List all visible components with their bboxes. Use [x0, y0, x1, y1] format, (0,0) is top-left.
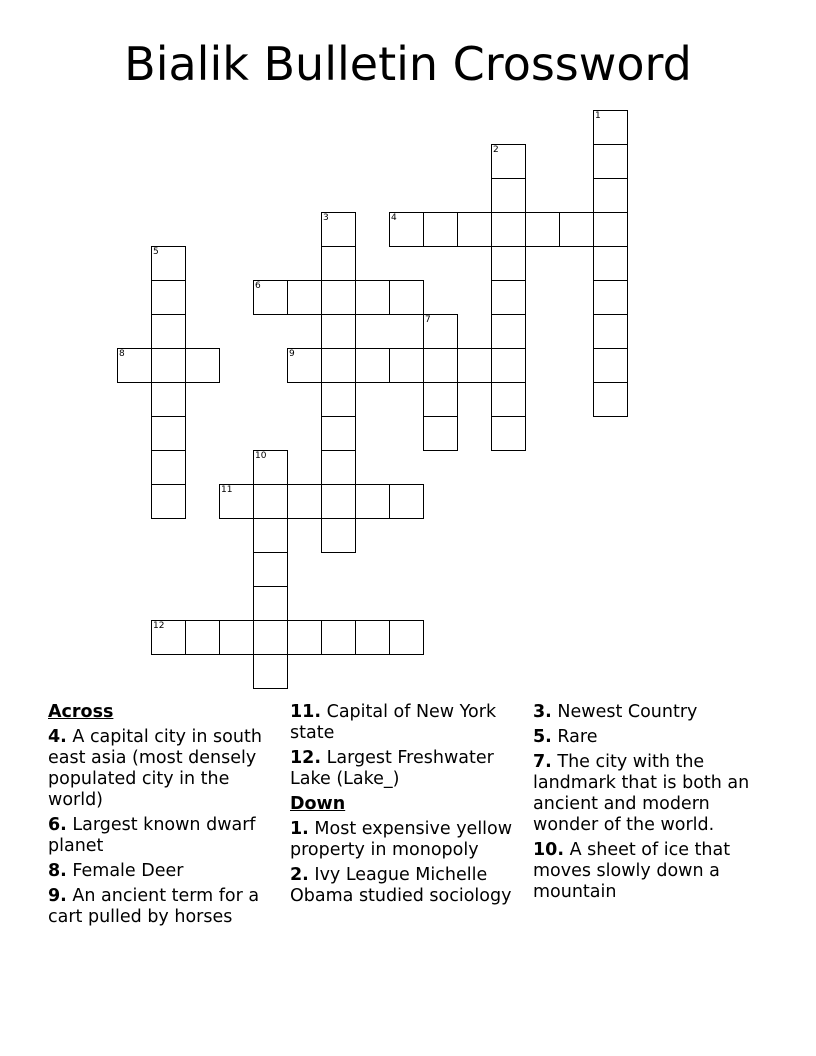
grid-cell[interactable] — [321, 280, 356, 315]
clue-column-2 — [290, 702, 526, 911]
grid-cell[interactable] — [185, 620, 220, 655]
clue-down-1: 1. Most expensive yellow property in monopoly — [290, 819, 513, 860]
grid-cell[interactable] — [253, 484, 288, 519]
grid-cell[interactable] — [593, 178, 628, 213]
grid-cell[interactable] — [253, 654, 288, 689]
clue-across-4: 4. A capital city in south east asia (most densely populated city in the world) — [48, 727, 262, 810]
grid-cell[interactable] — [593, 110, 628, 145]
clue-number: 8 — [119, 349, 125, 359]
grid-cell[interactable] — [321, 246, 356, 281]
clue-across-12: 12. Largest Freshwater Lake (Lake_) — [290, 748, 494, 789]
grid-cell[interactable] — [151, 620, 186, 655]
grid-cell[interactable] — [389, 212, 424, 247]
grid-cell[interactable] — [287, 280, 322, 315]
grid-cell[interactable] — [151, 314, 186, 349]
grid-cell[interactable] — [253, 450, 288, 485]
clue-across-9: 9. An ancient term for a cart pulled by horses — [48, 886, 260, 927]
grid-cell[interactable] — [457, 348, 492, 383]
grid-cell[interactable] — [151, 450, 186, 485]
clue-column-1 — [48, 702, 280, 932]
grid-cell[interactable] — [491, 314, 526, 349]
grid-cell[interactable] — [151, 416, 186, 451]
grid-cell[interactable] — [593, 144, 628, 179]
grid-cell[interactable] — [423, 212, 458, 247]
down-heading: Down — [290, 794, 346, 814]
grid-cell[interactable] — [389, 348, 424, 383]
grid-cell[interactable] — [423, 416, 458, 451]
grid-cell[interactable] — [253, 620, 288, 655]
grid-cell[interactable] — [321, 416, 356, 451]
grid-cell[interactable] — [389, 620, 424, 655]
across-heading: Across — [48, 702, 114, 722]
clue-column-3 — [533, 702, 773, 907]
grid-cell[interactable] — [491, 280, 526, 315]
grid-cell[interactable] — [525, 212, 560, 247]
grid-cell[interactable] — [423, 348, 458, 383]
page-title: Bialik Bulletin Crossword — [124, 37, 692, 91]
grid-cell[interactable] — [423, 382, 458, 417]
grid-cell[interactable] — [253, 518, 288, 553]
clue-down-2: 2. Ivy League Michelle Obama studied sociology — [290, 865, 512, 906]
grid-cell[interactable] — [389, 484, 424, 519]
clue-down-3: 3. Newest Country — [533, 702, 698, 722]
grid-cell[interactable] — [355, 620, 390, 655]
clue-number: 11 — [221, 485, 233, 495]
grid-cell[interactable] — [423, 314, 458, 349]
grid-cell[interactable] — [593, 246, 628, 281]
grid-cell[interactable] — [321, 382, 356, 417]
grid-cell[interactable] — [287, 620, 322, 655]
clue-number: 6 — [255, 281, 261, 291]
grid-cell[interactable] — [321, 620, 356, 655]
grid-cell[interactable] — [321, 450, 356, 485]
clue-down-5: 5. Rare — [533, 727, 598, 747]
grid-cell[interactable] — [321, 348, 356, 383]
clue-number: 7 — [425, 315, 431, 325]
grid-cell[interactable] — [389, 280, 424, 315]
grid-cell[interactable] — [491, 416, 526, 451]
grid-cell[interactable] — [185, 348, 220, 383]
grid-cell[interactable] — [593, 280, 628, 315]
clue-down-7: 7. The city with the landmark that is both an ancient and modern wonder of the world. — [533, 752, 750, 835]
grid-cell[interactable] — [593, 348, 628, 383]
clue-number: 3 — [323, 213, 329, 223]
grid-cell[interactable] — [321, 314, 356, 349]
grid-cell[interactable] — [593, 382, 628, 417]
grid-cell[interactable] — [593, 212, 628, 247]
grid-cell[interactable] — [253, 586, 288, 621]
grid-cell[interactable] — [355, 280, 390, 315]
clue-number: 5 — [153, 247, 159, 257]
clue-number: 9 — [289, 349, 295, 359]
grid-cell[interactable] — [219, 620, 254, 655]
grid-cell[interactable] — [151, 246, 186, 281]
grid-cell[interactable] — [491, 212, 526, 247]
clue-number: 2 — [493, 145, 499, 155]
grid-cell[interactable] — [151, 348, 186, 383]
grid-cell[interactable] — [593, 314, 628, 349]
grid-cell[interactable] — [491, 178, 526, 213]
grid-cell[interactable] — [151, 484, 186, 519]
clue-across-6: 6. Largest known dwarf planet — [48, 815, 256, 856]
clue-number: 12 — [153, 621, 165, 631]
clue-number: 4 — [391, 213, 397, 223]
clue-across-11: 11. Capital of New York state — [290, 702, 497, 743]
grid-cell[interactable] — [219, 484, 254, 519]
grid-cell[interactable] — [151, 280, 186, 315]
grid-cell[interactable] — [321, 212, 356, 247]
grid-cell[interactable] — [491, 246, 526, 281]
grid-cell[interactable] — [491, 348, 526, 383]
clue-down-10: 10. A sheet of ice that moves slowly down a mountain — [533, 840, 731, 902]
grid-cell[interactable] — [287, 484, 322, 519]
grid-cell[interactable] — [253, 280, 288, 315]
grid-cell[interactable] — [321, 518, 356, 553]
clue-across-8: 8. Female Deer — [48, 861, 184, 881]
grid-cell[interactable] — [253, 552, 288, 587]
grid-cell[interactable] — [151, 382, 186, 417]
grid-cell[interactable] — [321, 484, 356, 519]
clue-number: 10 — [255, 451, 267, 461]
grid-cell[interactable] — [457, 212, 492, 247]
grid-cell[interactable] — [355, 484, 390, 519]
grid-cell[interactable] — [559, 212, 594, 247]
grid-cell[interactable] — [491, 144, 526, 179]
grid-cell[interactable] — [287, 348, 322, 383]
clue-number: 1 — [595, 111, 601, 121]
grid-cell[interactable] — [491, 382, 526, 417]
grid-cell[interactable] — [117, 348, 152, 383]
grid-cell[interactable] — [355, 348, 390, 383]
